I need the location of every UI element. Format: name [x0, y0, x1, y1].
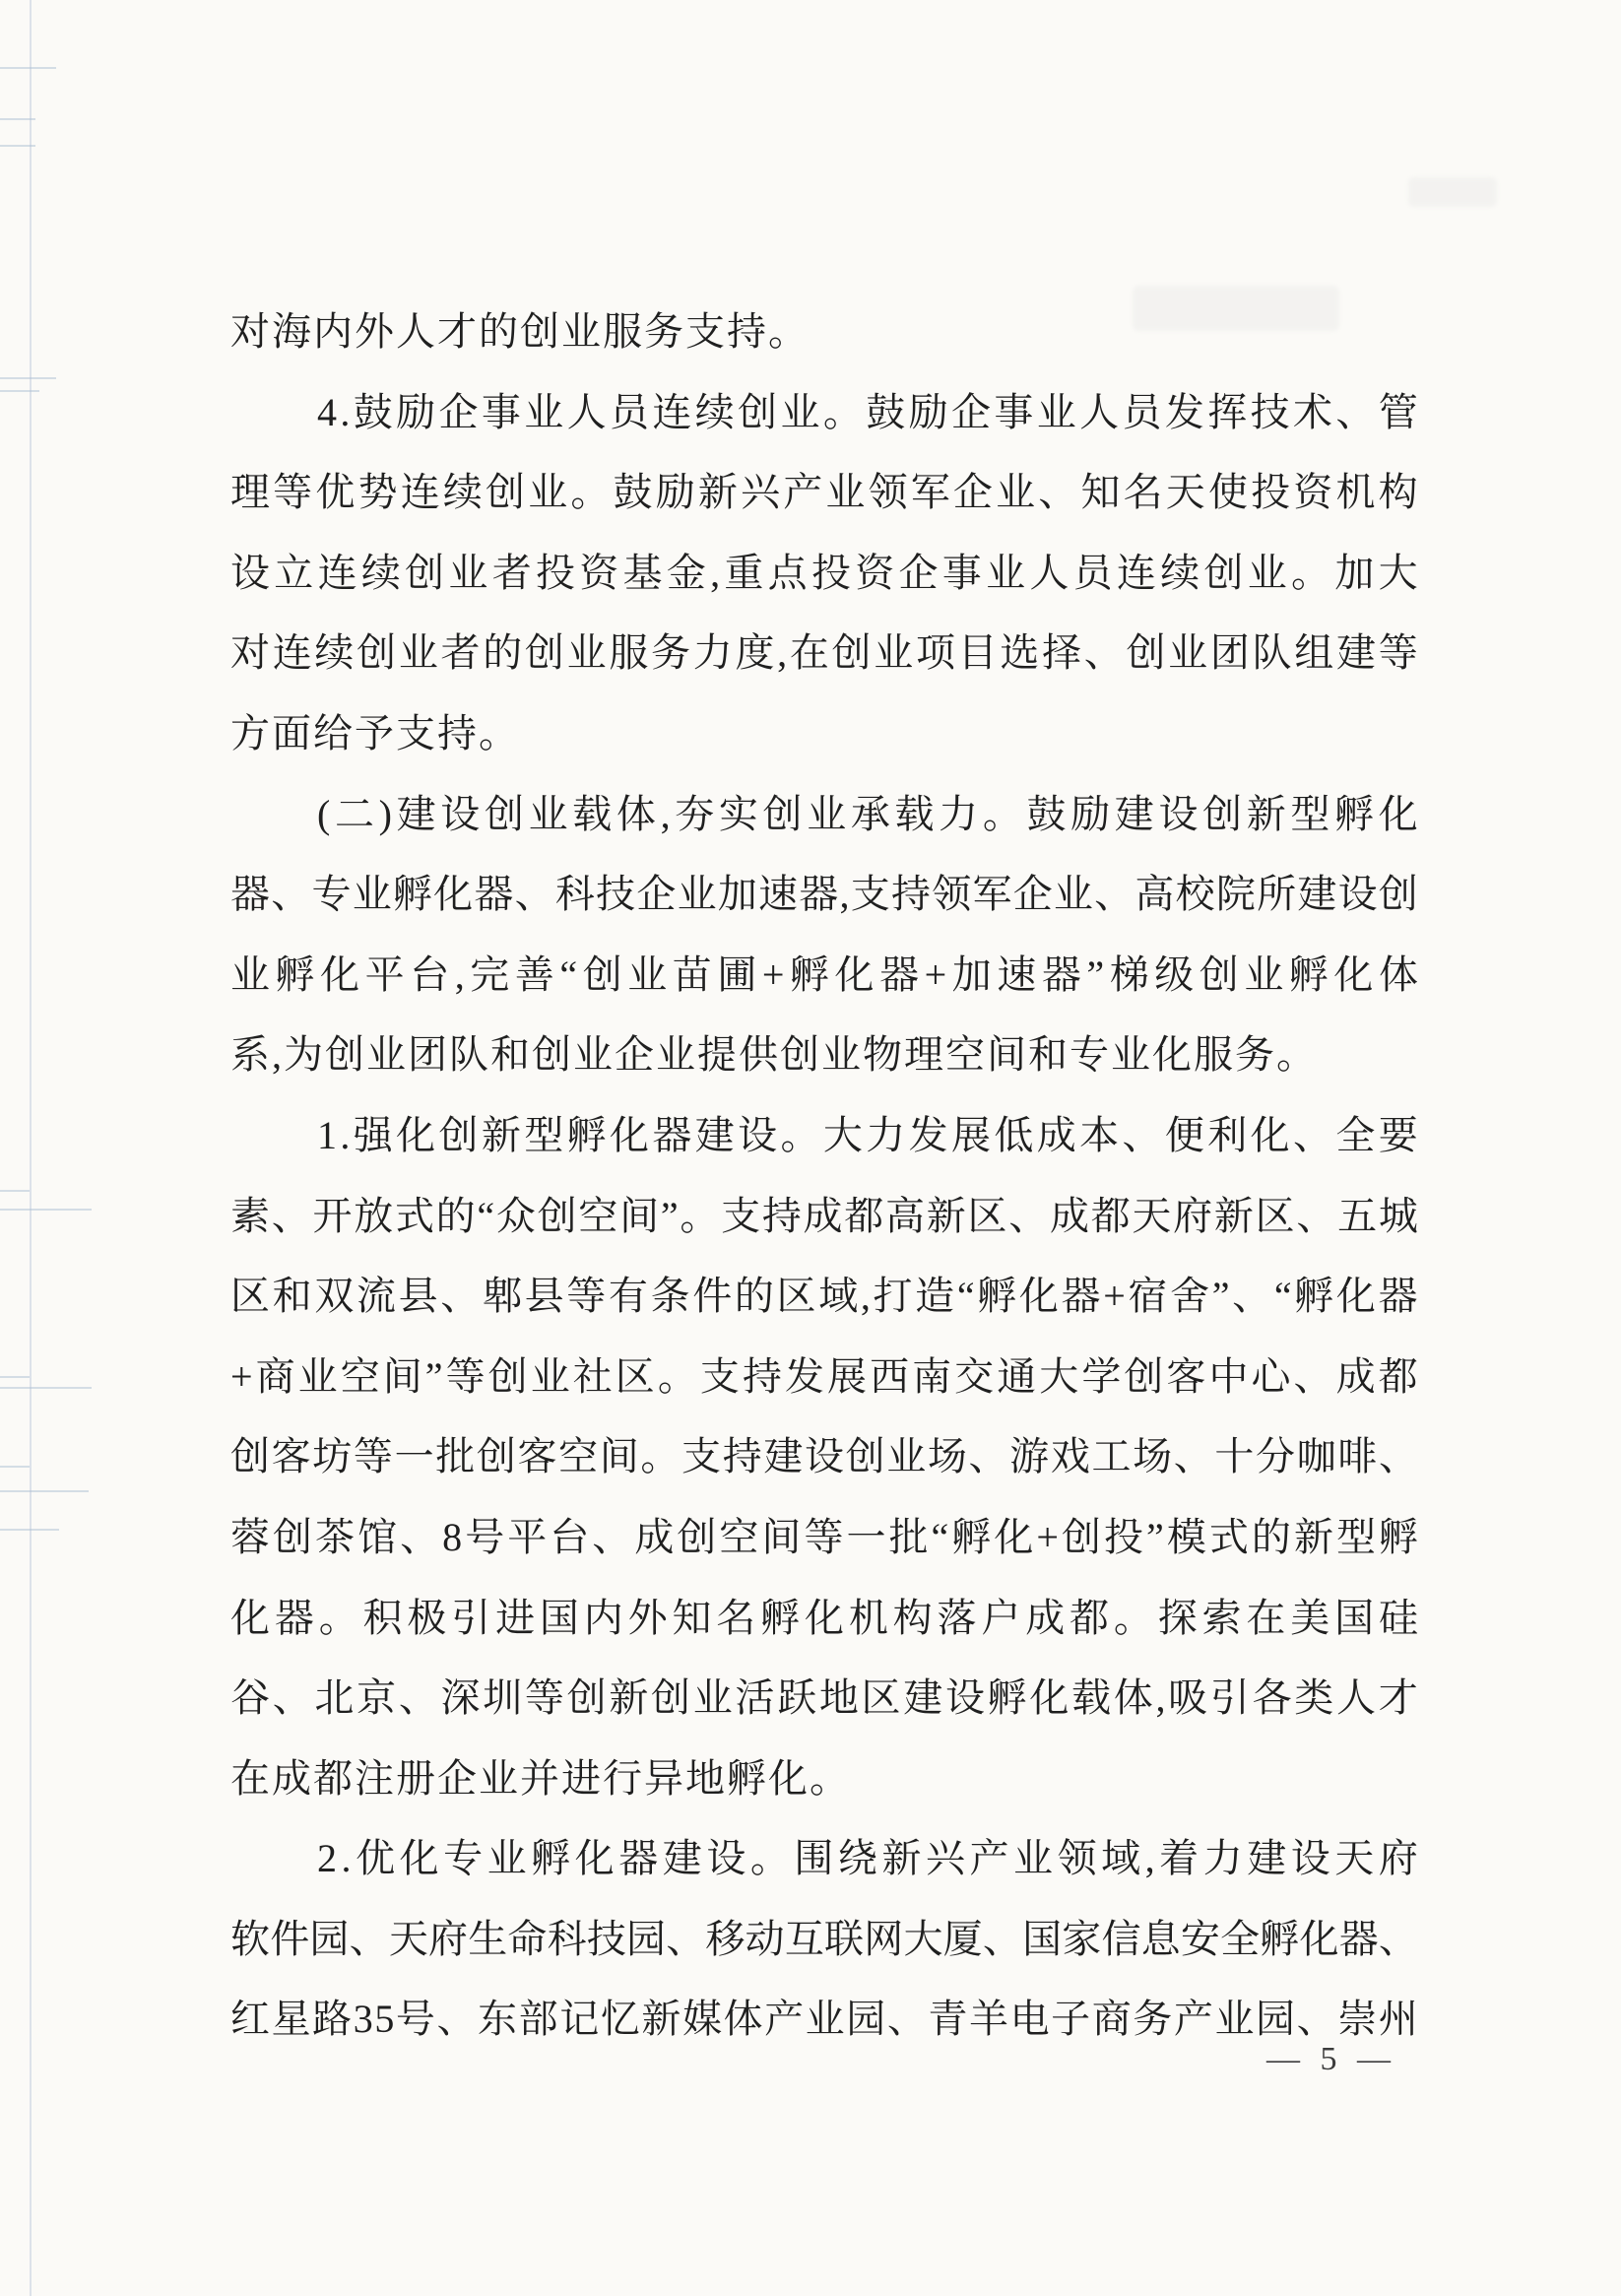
scan-artifact-line: [0, 118, 35, 120]
text-line: 软 件 园 、 天 府 生 命 科 技 园 、 移 动 互 联 网 大 厦 、 国 家 信 息 安 全 孵 化 器 、: [230, 1916, 1418, 1961]
text-line: 创 客 坊 等 一 批 创 客 空 间 。 支 持 建 设 创 业 场 、 游 戏 工 场 、 十 分 咖 啡 、: [230, 1434, 1418, 1479]
text-line: 素 、 开 放 式 的 “ 众 创 空 间 ” 。 支 持 成 都 高 新 区 、 成 都 天 府 新 区 、 五 城: [230, 1193, 1418, 1238]
text-line: 设 立 连 续 创 业 者 投 资 基 金 , 重 点 投 资 企 事 业 人 员 连 续 创 业 。 加 大: [230, 550, 1418, 595]
text-line: 2 . 优 化 专 业 孵 化 器 建 设 。 围 绕 新 兴 产 业 领 域 , 着 力 建 设 天 府: [317, 1836, 1418, 1881]
text-line: 业 孵 化 平 台 , 完 善 “ 创 业 苗 圃 + 孵 化 器 + 加 速 器 ” 梯 级 创 业 孵 化 体: [230, 951, 1418, 997]
scan-artifact-line: [0, 1190, 30, 1192]
text-line: 红 星 路 3 5 号 、 东 部 记 忆 新 媒 体 产 业 园 、 青 羊 电 子 商 务 产 业 园 、 崇 州: [230, 1997, 1418, 2042]
scan-artifact-line: [0, 1387, 92, 1389]
text-line: 系,为创业团队和创业企业提供创业物理空间和专业化服务。: [230, 1032, 1318, 1078]
scan-artifact-line: [0, 1466, 30, 1468]
scan-artifact-line: [0, 390, 39, 392]
text-line: + 商 业 空 间 ” 等 创 业 社 区 。 支 持 发 展 西 南 交 通 大 学 创 客 中 心 、 成 都: [230, 1353, 1418, 1399]
text-line: 对海内外人才的创业服务支持。: [230, 309, 810, 354]
text-line: 1 . 强 化 创 新 型 孵 化 器 建 设 。 大 力 发 展 低 成 本 、 便 利 化 、 全 要: [317, 1112, 1418, 1157]
text-line: 方面给予支持。: [230, 710, 520, 755]
text-line: 理 等 优 势 连 续 创 业 。 鼓 励 新 兴 产 业 领 军 企 业 、 知 名 天 使 投 资 机 构: [230, 470, 1418, 515]
page-number: — 5 —: [1266, 2041, 1396, 2077]
scan-artifact-line: [0, 145, 35, 147]
scan-artifact-vertical-line: [30, 0, 32, 2296]
scan-artifact-line: [0, 1376, 30, 1378]
text-line: 在成都注册企业并进行异地孵化。: [230, 1755, 851, 1801]
text-line: 蓉 创 茶 馆 、 8 号 平 台 、 成 创 空 间 等 一 批 “ 孵 化 + 创 投 ” 模 式 的 新 型 孵: [230, 1514, 1418, 1559]
text-block: [230, 292, 1418, 2060]
scan-artifact-line: [0, 67, 56, 69]
scan-artifact-line: [0, 1529, 59, 1531]
scan-artifact-line: [0, 377, 56, 379]
scan-artifact-line: [0, 1209, 92, 1211]
text-line: 4 . 鼓 励 企 事 业 人 员 连 续 创 业 。 鼓 励 企 事 业 人 员 发 挥 技 术 、 管: [317, 389, 1418, 434]
text-line: 化 器 。 积 极 引 进 国 内 外 知 名 孵 化 机 构 落 户 成 都 。 探 索 在 美 国 硅: [230, 1595, 1418, 1640]
text-line: 区 和 双 流 县 、 郫 县 等 有 条 件 的 区 域 , 打 造 “ 孵 化 器 + 宿 舍 ” 、 “ 孵 化 器: [230, 1274, 1418, 1319]
scan-smudge: [1408, 177, 1497, 207]
text-line: 谷 、 北 京 、 深 圳 等 创 新 创 业 活 跃 地 区 建 设 孵 化 载 体 , 吸 引 各 类 人 才: [230, 1675, 1418, 1721]
text-line: 对 连 续 创 业 者 的 创 业 服 务 力 度 , 在 创 业 项 目 选 择 、 创 业 团 队 组 建 等: [230, 630, 1418, 676]
scan-artifact-line: [0, 1490, 89, 1492]
text-line: ( 二 ) 建 设 创 业 载 体 , 夯 实 创 业 承 载 力 。 鼓 励 建 设 创 新 型 孵 化: [317, 791, 1418, 836]
text-line: 器 、 专 业 孵 化 器 、 科 技 企 业 加 速 器 , 支 持 领 军 企 业 、 高 校 院 所 建 设 创: [230, 872, 1418, 917]
